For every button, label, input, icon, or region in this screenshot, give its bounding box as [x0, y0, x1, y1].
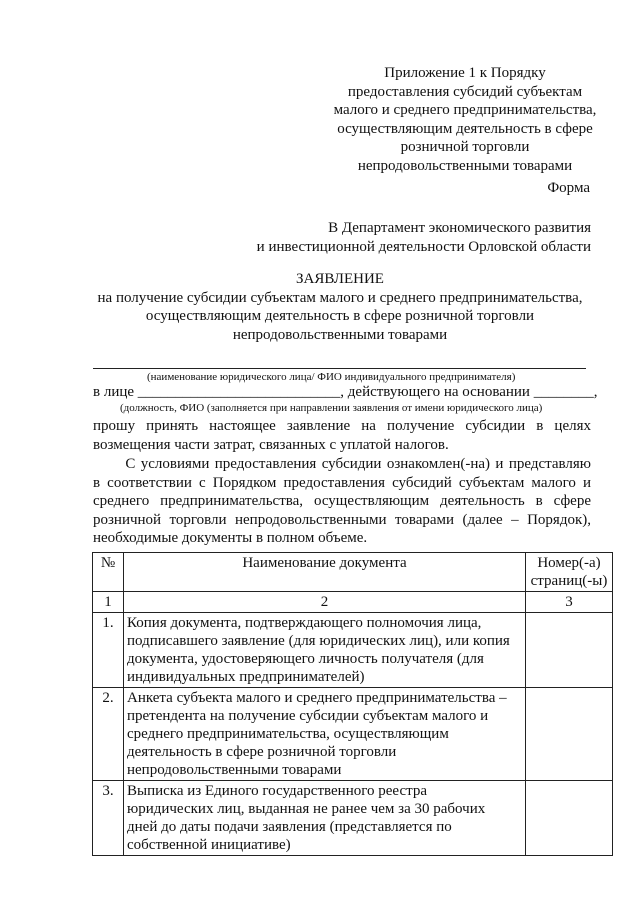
paragraph-line: в соответствии с Порядком предоставления субсидий субъектам малого и: [93, 474, 591, 491]
row-line: индивидуальных предпринимателей): [127, 669, 365, 685]
title-line: непродовольственными товарами: [232, 326, 448, 343]
row-line: дней до даты подачи заявления (представляется по: [127, 819, 452, 835]
header-pages: [526, 553, 613, 592]
request-paragraph: [93, 417, 591, 454]
annex-line: Приложение 1 к Порядку: [384, 65, 546, 81]
row-pages-field[interactable]: [526, 781, 613, 856]
paragraph-line: прошу принять настоящее заявление на получение субсидии в целях: [93, 418, 591, 434]
header-document-name: Наименование документа: [124, 553, 526, 592]
row-pages-field[interactable]: [526, 613, 613, 688]
representative-line[interactable]: в лице ___________________________, действующего на основании ________,: [93, 384, 598, 400]
annex-header: [300, 64, 630, 175]
row-line: непродовольственными товарами: [127, 762, 342, 778]
row-number: 2.: [93, 688, 124, 781]
row-line: собственной инициативе): [127, 837, 291, 853]
row-number: 1.: [93, 613, 124, 688]
annex-line: осуществляющим деятельность в сфере: [337, 120, 593, 137]
row-line: деятельность в сфере розничной торговли: [127, 744, 397, 760]
addressee-block: [257, 219, 591, 256]
annex-line: малого и среднего предпринимательства,: [333, 102, 597, 118]
row-line: претендента на получение субсидии субъектам малого и: [127, 708, 489, 724]
paragraph-line: розничной торговли непродовольственными товарами (далее – Порядок),: [93, 511, 591, 528]
paragraph-line: среднего предпринимательства, осуществляющим деятельность в сфере: [93, 493, 591, 509]
conditions-paragraph: [93, 455, 591, 548]
title-line: на получение субсидии субъектам малого и среднего предпринимательства,: [97, 289, 583, 306]
form-label: Форма: [547, 180, 590, 196]
paragraph-line: С условиями предоставления субсидии ознакомлен(-на) и представляю: [93, 456, 591, 472]
table-row: [93, 781, 613, 856]
row-line: подписавшего заявление (для юридических лиц), или копия: [127, 633, 510, 649]
column-numbers-row: [93, 592, 613, 613]
document-title: [60, 270, 620, 344]
paragraph-line: необходимые документы в полном объеме.: [93, 530, 368, 546]
header-num: №: [93, 553, 124, 592]
addressee-line: и инвестиционной деятельности Орловской области: [256, 238, 591, 255]
row-line: Выписка из Единого государственного реестра: [127, 783, 427, 799]
row-line: среднего предпринимательства, осуществляющим: [127, 726, 449, 742]
table-row: [93, 613, 613, 688]
table-header-row: [93, 553, 613, 592]
title-line: осуществляющим деятельность в сфере розничной торговли: [145, 308, 535, 324]
paragraph-line: возмещения части затрат, связанных с уплатой налогов.: [93, 436, 449, 453]
table-row: [93, 688, 613, 781]
documents-table: [92, 552, 613, 856]
row-document-name: [124, 781, 526, 856]
header-pages-line: страниц(-ы): [530, 573, 608, 589]
representative-hint: (должность, ФИО (заполняется при направлении заявления от имени юридического лица): [120, 402, 543, 414]
row-line: документа, удостоверяющего личность получателя (для: [127, 651, 484, 667]
row-document-name: [124, 613, 526, 688]
annex-line: розничной торговли: [400, 139, 530, 155]
row-line: Копия документа, подтверждающего полномочия лица,: [127, 615, 482, 631]
annex-line: непродовольственными товарами: [357, 157, 573, 174]
annex-line: предоставления субсидий субъектам: [347, 83, 583, 100]
row-number: 3.: [93, 781, 124, 856]
applicant-name-field[interactable]: [93, 368, 586, 369]
row-pages-field[interactable]: [526, 688, 613, 781]
column-number: 3: [526, 592, 613, 613]
column-number: 2: [124, 592, 526, 613]
title-heading: ЗАЯВЛЕНИЕ: [296, 271, 384, 287]
applicant-name-hint: (наименование юридического лица/ ФИО индивидуального предпринимателя): [147, 371, 516, 383]
row-document-name: [124, 688, 526, 781]
row-line: юридических лиц, выданная не ранее чем за 30 рабочих: [127, 801, 486, 817]
column-number: 1: [93, 592, 124, 613]
row-line: Анкета субъекта малого и среднего предпринимательства –: [127, 690, 507, 706]
header-pages-line: Номер(-а): [537, 555, 601, 571]
addressee-line: В Департамент экономического развития: [328, 220, 591, 236]
